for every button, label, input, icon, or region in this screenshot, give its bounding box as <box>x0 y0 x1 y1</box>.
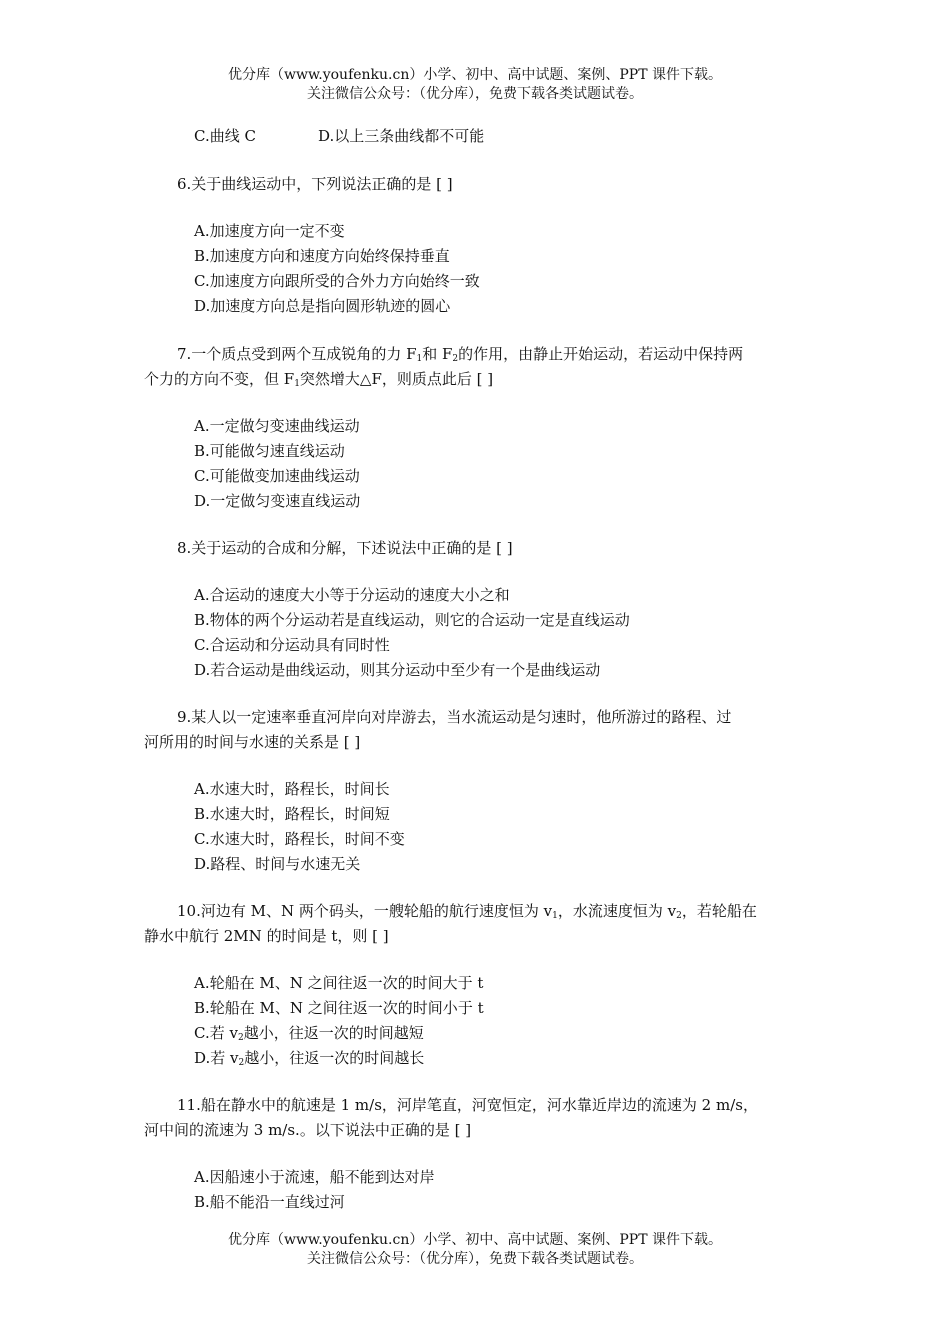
q9-stem: 9.某人以一定速率垂直河岸向对岸游去，当水流运动是匀速时，他所游过的路程、过 <box>177 708 732 726</box>
q7-stem-line-2 <box>144 369 493 389</box>
q11-option-b: B.船不能沿一直线过河 <box>194 1193 345 1211</box>
q8-option-b: B.物体的两个分运动若是直线运动，则它的合运动一定是直线运动 <box>194 611 630 629</box>
q8-option-a: A.合运动的速度大小等于分运动的速度大小之和 <box>194 586 510 604</box>
q10-option-c-subscript: 2 <box>237 1033 244 1043</box>
q10-option-b: B.轮船在 M、N 之间往返一次的时间小于 t <box>194 999 484 1017</box>
q7-option-b: B.可能做匀速直线运动 <box>194 442 345 460</box>
header-line-2: 关注微信公众号：（优分库），免费下载各类试题试卷。 <box>307 86 643 102</box>
q7-line2-part-a: 个力的方向不变，但 F <box>144 370 295 388</box>
q10-stem <box>177 901 757 921</box>
q10-stem-line-2: 静水中航行 2MN 的时间是 t，则 [ ] <box>144 927 389 945</box>
q10-option-a: A.轮船在 M、N 之间往返一次的时间大于 t <box>194 974 484 992</box>
q7-option-c: C.可能做变加速曲线运动 <box>194 467 360 485</box>
q7-subscript-1: 1 <box>416 354 423 364</box>
q10-subscript-2: 2 <box>676 911 682 921</box>
q10-option-d-subscript: 2 <box>238 1058 245 1068</box>
q11-option-a: A.因船速小于流速，船不能到达对岸 <box>194 1168 435 1186</box>
q7-subscript-2: 2 <box>452 354 459 364</box>
q11-stem-line-2: 河中间的流速为 3 m/s.。以下说法中正确的是 [ ] <box>144 1121 472 1139</box>
q6-option-d: D.加速度方向总是指向圆形轨迹的圆心 <box>194 297 451 315</box>
q7-stem-part-b: 和 F <box>422 345 453 363</box>
page-header <box>0 66 950 104</box>
q6-option-c: C.加速度方向跟所受的合外力方向始终一致 <box>194 272 480 290</box>
q7-option-a: A.一定做匀变速曲线运动 <box>194 417 360 435</box>
q9-stem-line-2: 河所用的时间与水速的关系是 [ ] <box>144 733 361 751</box>
q6-option-a: A.加速度方向一定不变 <box>194 222 345 240</box>
q8-option-c: C.合运动和分运动具有同时性 <box>194 636 390 654</box>
page-footer <box>0 1231 950 1269</box>
q7-option-d: D.一定做匀变速直线运动 <box>194 492 361 510</box>
q10-option-c <box>194 1023 424 1043</box>
q7-stem-part-c: 的作用，由静止开始运动，若运动中保持两 <box>458 345 744 363</box>
q10-stem-part-b: ，水流速度恒为 v <box>557 902 677 920</box>
q5-option-c: C.曲线 C <box>194 127 256 145</box>
q11-stem: 11.船在静水中的航速是 1 m/s，河岸笔直，河宽恒定，河水靠近岸边的流速为 2 m/s， <box>177 1096 758 1114</box>
q9-option-b: B.水速大时，路程长，时间短 <box>194 805 390 823</box>
q7-stem-part-a: 7.一个质点受到两个互成锐角的力 F <box>177 345 417 363</box>
q10-stem-part-a: 10.河边有 M、N 两个码头，一艘轮船的航行速度恒为 v <box>177 902 553 920</box>
q10-option-d-part-a: D.若 v <box>194 1049 239 1067</box>
q10-option-d <box>194 1048 424 1068</box>
q10-option-c-part-b: 越小，往返一次的时间越短 <box>243 1024 424 1042</box>
q6-option-b: B.加速度方向和速度方向始终保持垂直 <box>194 247 450 265</box>
q10-option-d-part-b: 越小，往返一次的时间越长 <box>244 1049 425 1067</box>
footer-line-2: 关注微信公众号：（优分库），免费下载各类试题试卷。 <box>307 1251 643 1267</box>
q7-line2-subscript: 1 <box>294 379 300 389</box>
q9-option-a: A.水速大时，路程长，时间长 <box>194 780 390 798</box>
q6-stem: 6.关于曲线运动中，下列说法正确的是 [ ] <box>177 175 453 193</box>
q9-option-c: C.水速大时，路程长，时间不变 <box>194 830 405 848</box>
q10-subscript-1: 1 <box>552 911 558 921</box>
q5-option-d: D.以上三条曲线都不可能 <box>318 127 485 145</box>
q10-stem-part-c: ，若轮船在 <box>681 902 757 920</box>
footer-line-1: 优分库（www.youfenku.cn）小学、初中、高中试题、案例、PPT 课件下载。 <box>227 1232 722 1248</box>
q7-line2-part-b: 突然增大△F，则质点此后 [ ] <box>299 370 494 388</box>
header-line-1: 优分库（www.youfenku.cn）小学、初中、高中试题、案例、PPT 课件下载。 <box>227 67 722 83</box>
q8-stem: 8.关于运动的合成和分解，下述说法中正确的是 [ ] <box>177 539 513 557</box>
q9-option-d: D.路程、时间与水速无关 <box>194 855 361 873</box>
q10-option-c-part-a: C.若 v <box>194 1024 238 1042</box>
q8-option-d: D.若合运动是曲线运动，则其分运动中至少有一个是曲线运动 <box>194 661 601 679</box>
q7-stem <box>177 344 743 364</box>
